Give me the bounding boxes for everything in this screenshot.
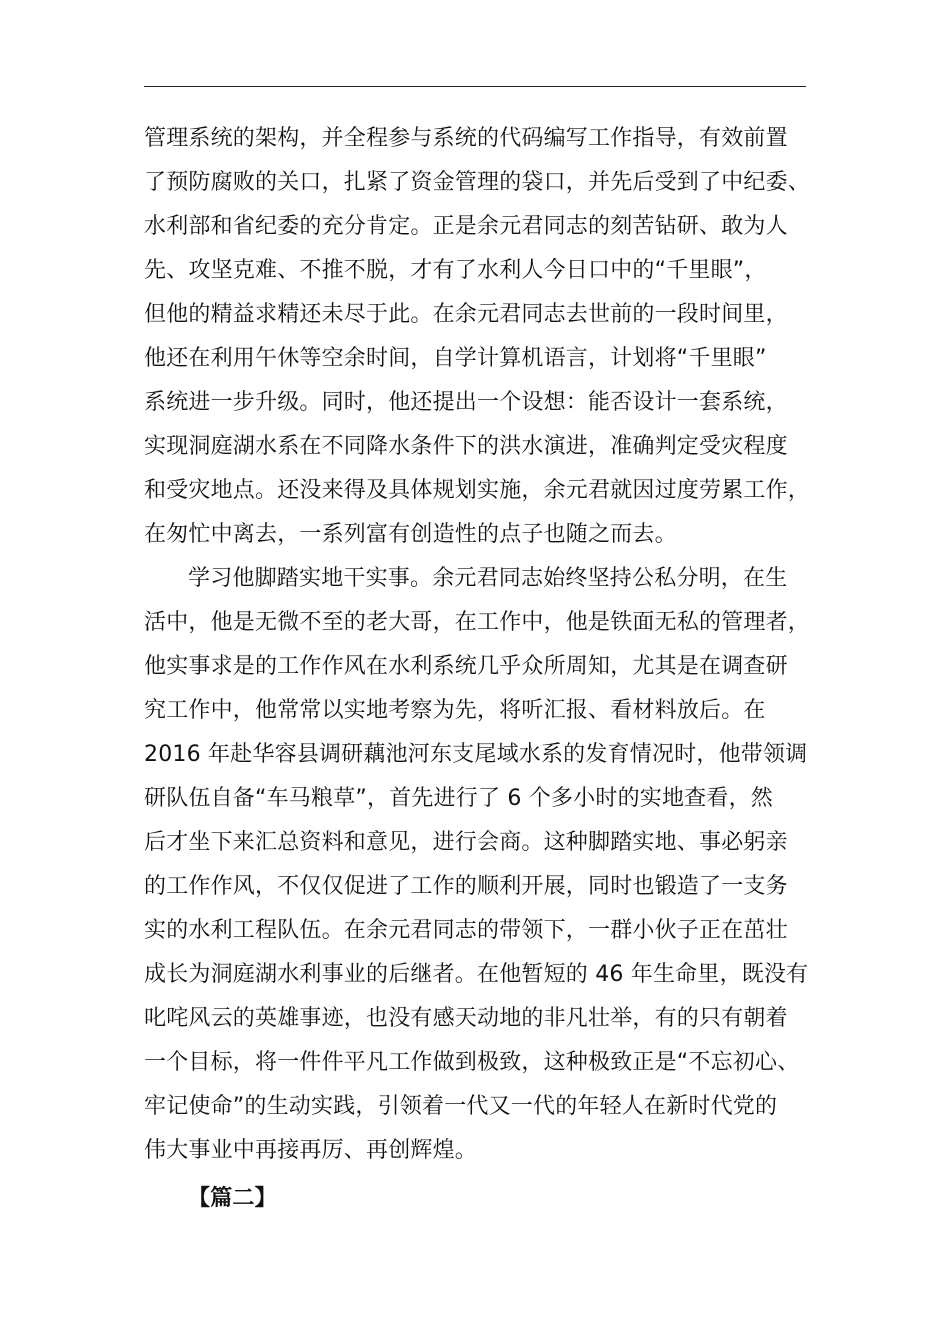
text-line: 和受灾地点。还没来得及具体规划实施，余元君就因过度劳累工作，: [144, 478, 811, 503]
text-line: 实的水利工程队伍。在余元君同志的带领下，一群小伙子正在茁壮: [144, 918, 788, 943]
text-line: 2016 年赴华容县调研藕池河东支尾域水系的发育情况时，他带领调: [144, 742, 808, 767]
text-line: 但他的精益求精还未尽于此。在余元君同志去世前的一段时间里，: [144, 302, 788, 327]
text-line: 伟大事业中再接再厉、再创辉煌。: [144, 1138, 478, 1163]
text-line: 叱咤风云的英雄事迹，也没有感天动地的非凡壮举，有的只有朝着: [144, 1006, 788, 1031]
header-rule: [144, 86, 806, 87]
text-line: 了预防腐败的关口，扎紧了资金管理的袋口，并先后受到了中纪委、: [144, 170, 811, 195]
text-line: 究工作中，他常常以实地考察为先，将听汇报、看材料放后。在: [144, 698, 766, 723]
text-line: 管理系统的架构，并全程参与系统的代码编写工作指导，有效前置: [144, 126, 788, 151]
text-line: 活中，他是无微不至的老大哥，在工作中，他是铁面无私的管理者，: [144, 610, 811, 635]
text-line: 在匆忙中离去，一系列富有创造性的点子也随之而去。: [144, 522, 677, 547]
text-line: 实现洞庭湖水系在不同降水条件下的洪水演进，准确判定受灾程度: [144, 434, 788, 459]
text-line: 他实事求是的工作作风在水利系统几乎众所周知，尤其是在调查研: [144, 654, 788, 679]
text-line: 后才坐下来汇总资料和意见，进行会商。这种脚踏实地、事必躬亲: [144, 830, 788, 855]
text-line: 一个目标，将一件件平凡工作做到极致，这种极致正是“不忘初心、: [144, 1050, 800, 1075]
text-line: 水利部和省纪委的充分肯定。正是余元君同志的刻苦钻研、敢为人: [144, 214, 788, 239]
text-line: 研队伍自备“车马粮草”，首先进行了 6 个多小时的实地查看，然: [144, 786, 773, 811]
text-line: 牢记使命”的生动实践，引领着一代又一代的年轻人在新时代党的: [144, 1094, 778, 1119]
text-line: 的工作作风，不仅仅促进了工作的顺利开展，同时也锻造了一支务: [144, 874, 788, 899]
section-heading: 【篇二】: [188, 1186, 277, 1211]
text-line: 成长为洞庭湖水利事业的后继者。在他暂短的 46 年生命里，既没有: [144, 962, 809, 987]
document-body: [144, 117, 811, 1221]
text-line: 先、攻坚克难、不推不脱，才有了水利人今日口中的“千里眼”，: [144, 258, 767, 283]
text-line: 系统进一步升级。同时，他还提出一个设想：能否设计一套系统，: [144, 390, 788, 415]
text-line: 他还在利用午休等空余时间，自学计算机语言，计划将“千里眼”: [144, 346, 767, 371]
paragraph-start-line: 学习他脚踏实地干实事。余元君同志始终坚持公私分明，在生: [188, 566, 788, 591]
